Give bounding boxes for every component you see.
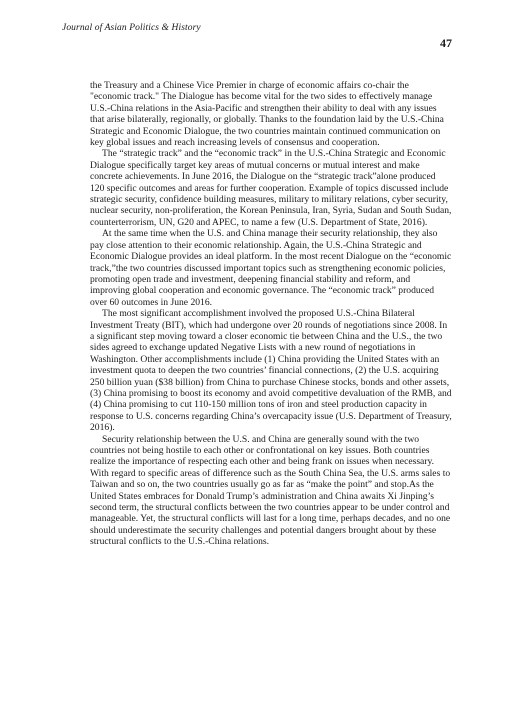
paragraph-strategic-track: The “strategic track” and the “economic track” in the U.S.-China Strategic and Economic Dialogue specifically target key areas of mutual concerns or mutual interest and make concrete achievements. In June 2016, the Dialogue on the “strategic track”alone produced 120 specific outcomes and areas for further cooperation. Example of topics discussed include strategic security, confidence building measures, military to military relations, cyber security, nuclear security, non-proliferation, the Korean Peninsula, Iran, Syria, Sudan and South Sudan, counterterrorism, UN, G20 and APEC, to name a few (U.S. Department of State, 2016). <box>90 148 452 228</box>
paragraph-continuation: the Treasury and a Chinese Vice Premier in charge of economic affairs co-chair the "economic track." The Dialogue has become vital for the two sides to effectively manage U.S.-China relations in the Asia-Pacific and strengthen their ability to deal with any issues that arise bilaterally, regionally, or globally. Thanks to the foundation laid by the U.S.-China Strategic and Economic Dialogue, the two countries maintain continued communication on key global issues and reach increasing levels of consensus and cooperation. <box>90 80 444 149</box>
paragraph-security-relationship: Security relationship between the U.S. and China are generally sound with the two countries not being hostile to each other or confrontational on key issues. Both countries realize the importance of respecting each other and being frank on issues when necessary. With regard to specific areas of difference such as the South China Sea, the U.S. arms sales to Taiwan and so on, the two countries usually go as far as “make the point” and stop.As the United States embraces for Donald Trump’s administration and China awaits Xi Jinping’s second term, the structural conflicts between the two countries appear to be under control and manageable. Yet, the structural conflicts will last for a long time, perhaps decades, and no one should underestimate the security challenges and potential dangers brought about by these structural conflicts to the U.S.-China relations. <box>90 433 451 548</box>
page-number: 47 <box>440 36 452 50</box>
paragraph-bilateral-investment-treaty: The most significant accomplishment involved the proposed U.S.-China Bilateral Investment Treaty (BIT), which had undergone over 20 rounds of negotiations since 2008. In a significant step moving toward a closer economic tie between China and the U.S., the two sides agreed to exchange updated Negative Lists with a new round of negotiations in Washington. Other accomplishments include (1) China providing the United States with an investment quota to deepen the two countries’ financial connections, (2) the U.S. acquiring 250 billion yuan ($38 billion) from China to purchase Chinese stocks, bonds and other assets, (3) China promising to boost its economy and avoid competitive devaluation of the RMB, and (4) China promising to cut 110-150 million tons of iron and steel production capacity in response to U.S. concerns regarding China’s overcapacity issue (U.S. Department of Treasury, 2016). <box>90 308 452 434</box>
paragraph-economic-relationship: At the same time when the U.S. and China manage their security relationship, they also pay close attention to their economic relationship. Again, the U.S.-China Strategic and Economic Dialogue provides an ideal platform. In the most recent Dialogue on the “economic track,”the two countries discussed important topics such as strengthening economic policies, promoting open trade and investment, deepening financial stability and reform, and improving global cooperation and economic governance. The “economic track” produced over 60 outcomes in June 2016. <box>90 228 452 308</box>
article-body <box>90 80 452 548</box>
journal-title: Journal of Asian Politics & History <box>62 23 201 33</box>
